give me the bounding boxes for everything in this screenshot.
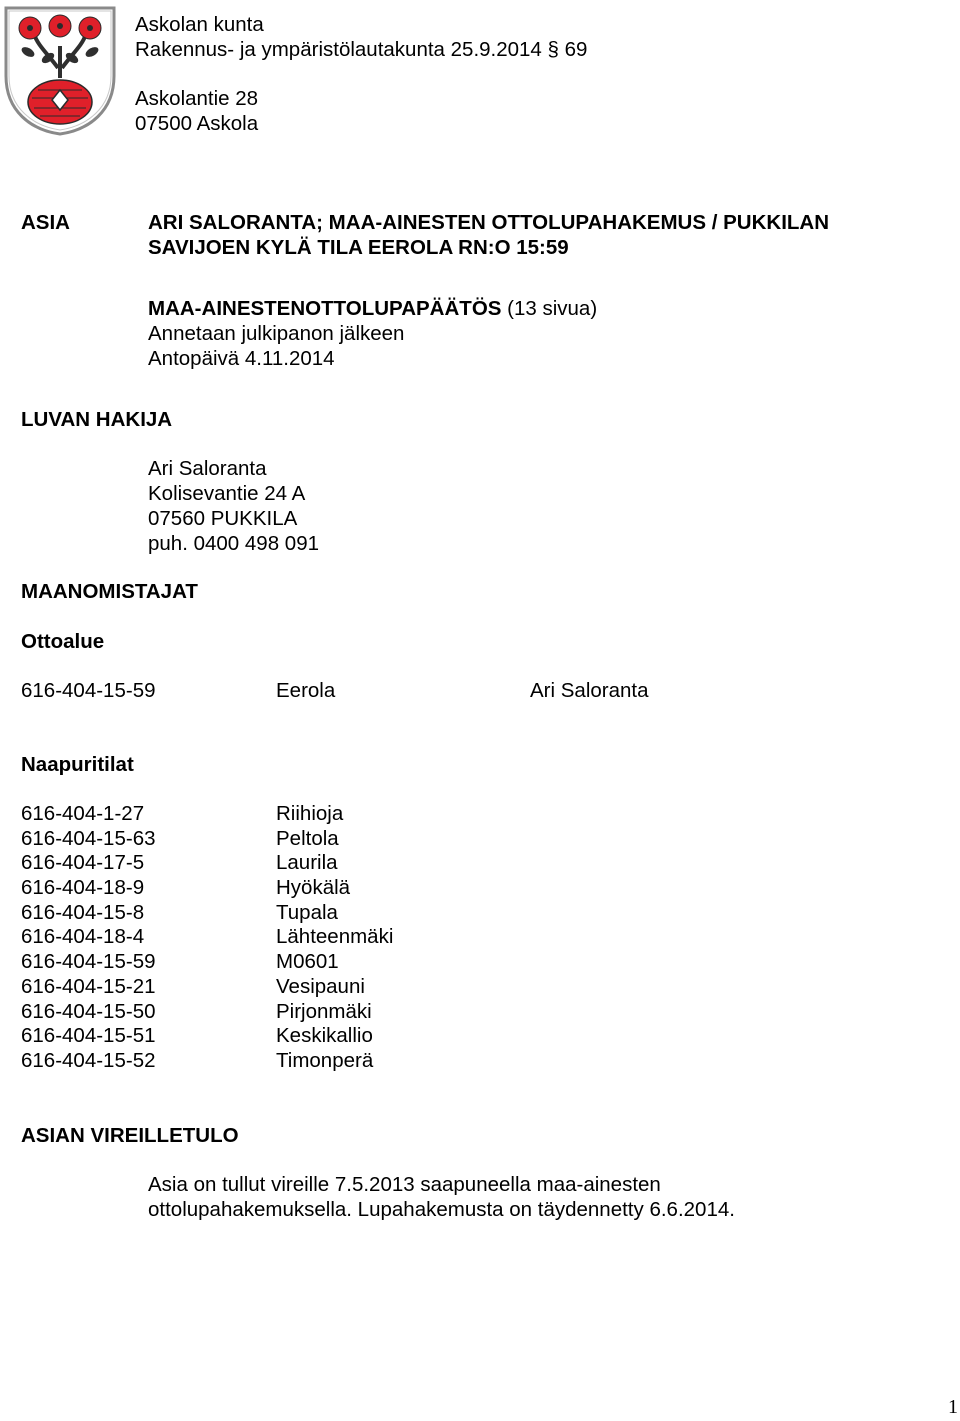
subject-title-line1: ARI SALORANTA; MAA-AINESTEN OTTOLUPAHAKEMUS / PUKKILAN	[148, 211, 830, 234]
decision-issue-date: Antopäivä 4.11.2014	[148, 347, 335, 370]
neighbor-property-name: Hyökälä	[276, 876, 351, 900]
neighbor-property-id: 616-404-15-21	[21, 974, 156, 998]
board-meeting-line: Rakennus- ja ympäristölautakunta 25.9.2014 § 69	[135, 38, 588, 61]
extraction-area-property-name: Eerola	[276, 679, 336, 702]
page-number: 1	[948, 1396, 958, 1418]
address-street: Askolantie 28	[135, 87, 259, 110]
neighbors-label: Naapuritilat	[21, 753, 134, 776]
neighbor-property-id: 616-404-18-4	[21, 925, 145, 949]
initiation-label: ASIAN VIREILLETULO	[21, 1124, 239, 1147]
neighbor-property-name: Peltola	[276, 826, 339, 850]
neighbor-property-id: 616-404-17-5	[21, 851, 145, 875]
neighbor-property-id: 616-404-1-27	[21, 802, 145, 825]
neighbor-property-id: 616-404-15-50	[21, 999, 156, 1023]
applicant-name: Ari Saloranta	[148, 457, 267, 480]
table-row	[0, 950, 600, 975]
neighbor-property-name: Pirjonmäki	[276, 999, 372, 1023]
initiation-text-line1: Asia on tullut vireille 7.5.2013 saapuneella maa-ainesten	[148, 1173, 661, 1196]
neighbor-property-name: Vesipauni	[276, 974, 365, 998]
extraction-area-owner: Ari Saloranta	[530, 679, 649, 702]
neighbor-property-id: 616-404-15-63	[21, 826, 156, 850]
municipality-name: Askolan kunta	[135, 13, 264, 36]
table-row	[0, 925, 600, 950]
subject-label: ASIA	[21, 211, 70, 234]
decision-heading	[148, 297, 597, 322]
table-row	[0, 876, 600, 901]
table-row	[0, 827, 600, 852]
table-row	[0, 1024, 600, 1049]
decision-heading-pages: (13 sivua)	[501, 297, 598, 320]
neighbor-property-name: Lähteenmäki	[276, 925, 394, 949]
neighbor-property-id: 616-404-15-52	[21, 1048, 156, 1072]
neighbors-table	[0, 802, 600, 1074]
table-row	[0, 851, 600, 876]
neighbor-property-name: Laurila	[276, 851, 338, 875]
decision-heading-title: MAA-AINESTENOTTOLUPAPÄÄTÖS	[148, 297, 502, 320]
subject-title-line2: SAVIJOEN KYLÄ TILA EEROLA RN:O 15:59	[148, 236, 569, 259]
applicant-label: LUVAN HAKIJA	[21, 408, 173, 431]
neighbor-property-name: Keskikallio	[276, 1024, 373, 1048]
decision-publication-note: Annetaan julkipanon jälkeen	[148, 322, 405, 345]
neighbor-property-id: 616-404-15-51	[21, 1024, 156, 1048]
applicant-postal: 07560 PUKKILA	[148, 507, 298, 530]
initiation-text-line2: ottolupahakemuksella. Lupahakemusta on täydennetty 6.6.2014.	[148, 1198, 735, 1221]
extraction-area-label: Ottoalue	[21, 630, 105, 653]
table-row	[0, 1049, 600, 1074]
neighbor-property-name: Timonperä	[276, 1048, 374, 1072]
neighbor-property-id: 616-404-15-59	[21, 950, 156, 974]
neighbor-property-id: 616-404-18-9	[21, 876, 145, 900]
neighbor-property-id: 616-404-15-8	[21, 900, 145, 924]
table-row	[0, 975, 600, 1000]
askola-coat-of-arms-icon	[4, 6, 116, 136]
neighbor-property-name: Riihioja	[276, 802, 344, 825]
address-postal: 07500 Askola	[135, 112, 259, 135]
landowners-label: MAANOMISTAJAT	[21, 580, 198, 603]
neighbor-property-name: M0601	[276, 950, 339, 974]
table-row	[0, 1000, 600, 1025]
applicant-street: Kolisevantie 24 A	[148, 482, 306, 505]
applicant-phone: puh. 0400 498 091	[148, 532, 319, 555]
extraction-area-property-id: 616-404-15-59	[21, 679, 156, 702]
table-row	[0, 901, 600, 926]
neighbor-property-name: Tupala	[276, 900, 338, 924]
table-row	[0, 802, 600, 827]
